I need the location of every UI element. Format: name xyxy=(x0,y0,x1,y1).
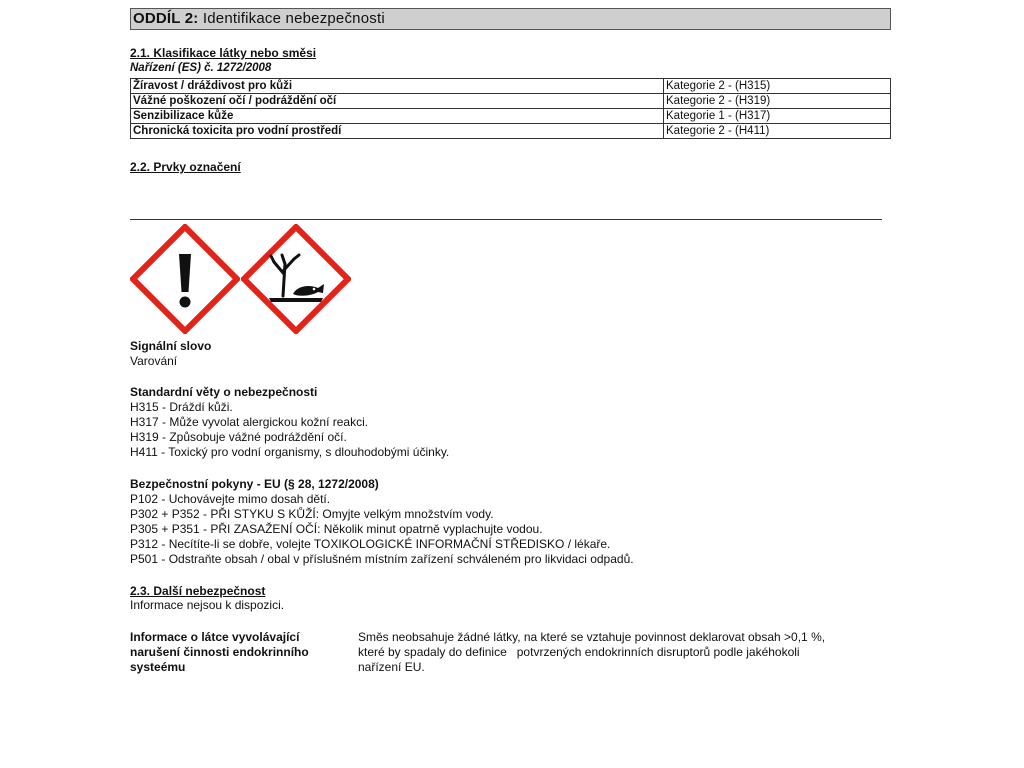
hazard-category: Kategorie 2 - (H411) xyxy=(664,124,891,139)
endocrine-label xyxy=(130,630,345,675)
table-row xyxy=(131,94,891,109)
hazard-statements-title: Standardní věty o nebezpečnosti xyxy=(130,385,318,399)
section-number: ODDÍL 2: xyxy=(133,10,199,27)
sds-page xyxy=(130,8,891,674)
hazard-category: Kategorie 2 - (H315) xyxy=(664,79,891,94)
precautionary-statement: P305 + P351 - PŘI ZASAŽENÍ OČÍ: Několik minut opatrně vyplachujte vodou. xyxy=(130,522,543,536)
hazard-class: Vážné poškození očí / podráždění očí xyxy=(131,94,664,109)
precautionary-statement: P501 - Odstraňte obsah / obal v příslušném místním zařízení schváleném pro likvidaci odpadů. xyxy=(130,552,634,566)
other-hazards-block xyxy=(130,584,284,613)
endocrine-text xyxy=(358,630,878,675)
divider xyxy=(130,219,882,220)
hazard-class: Chronická toxicita pro vodní prostředí xyxy=(131,124,664,139)
label-elements-heading: 2.2. Prvky označení xyxy=(130,160,241,174)
table-row xyxy=(131,124,891,139)
table-row xyxy=(131,109,891,124)
precautionary-statement: P302 + P352 - PŘI STYKU S KŮŽÍ: Omyjte velkým množstvím vody. xyxy=(130,507,494,521)
endocrine-text-line: nařízení EU. xyxy=(358,660,425,674)
exclamation-mark-icon xyxy=(130,224,240,334)
precautionary-block xyxy=(130,477,634,567)
hazard-class: Senzibilizace kůže xyxy=(131,109,664,124)
signal-word: Varování xyxy=(130,354,178,368)
hazard-category: Kategorie 2 - (H319) xyxy=(664,94,891,109)
precautionary-statement: P312 - Necítíte-li se dobře, volejte TOXIKOLOGICKÉ INFORMAČNÍ STŘEDISKO / lékaře. xyxy=(130,537,611,551)
classification-table xyxy=(130,78,891,139)
hazard-statement: H319 - Způsobuje vážné podráždění očí. xyxy=(130,430,347,444)
hazard-category: Kategorie 1 - (H317) xyxy=(664,109,891,124)
precautionary-title: Bezpečnostní pokyny - EU (§ 28, 1272/2008) xyxy=(130,477,379,491)
endocrine-text-line: Směs neobsahuje žádné látky, na které se vztahuje povinnost deklarovat obsah >0,1 %, xyxy=(358,630,826,644)
endocrine-label-line: systeému xyxy=(130,660,186,674)
hazard-statement: H317 - Může vyvolat alergickou kožní reakci. xyxy=(130,415,369,429)
other-hazards-heading: 2.3. Další nebezpečnost xyxy=(130,584,266,598)
environment-hazard-icon xyxy=(241,224,351,334)
hazard-statements-block xyxy=(130,385,449,460)
endocrine-text-line: které by spadaly do definice potvrzených endokrinních disruptorů podle jakéhokoli xyxy=(358,645,800,659)
section-title: Identifikace nebezpečnosti xyxy=(202,10,385,27)
signal-word-title: Signální slovo xyxy=(130,339,212,353)
signal-word-block xyxy=(130,339,211,369)
classification-heading: 2.1. Klasifikace látky nebo směsi xyxy=(130,46,317,60)
hazard-class: Žíravost / dráždivost pro kůži xyxy=(131,79,664,94)
hazard-statement: H315 - Dráždí kůži. xyxy=(130,400,233,414)
hazard-statement: H411 - Toxický pro vodní organismy, s dlouhodobými účinky. xyxy=(130,445,450,459)
section-header xyxy=(130,8,891,30)
endocrine-label-line: narušení činnosti endokrinního xyxy=(130,645,309,659)
endocrine-label-line: Informace o látce vyvolávající xyxy=(130,630,300,644)
other-hazards-text: Informace nejsou k dispozici. xyxy=(130,598,285,612)
regulation-label: Nařízení (ES) č. 1272/2008 xyxy=(130,62,272,74)
table-row xyxy=(131,79,891,94)
precautionary-statement: P102 - Uchovávejte mimo dosah dětí. xyxy=(130,492,331,506)
